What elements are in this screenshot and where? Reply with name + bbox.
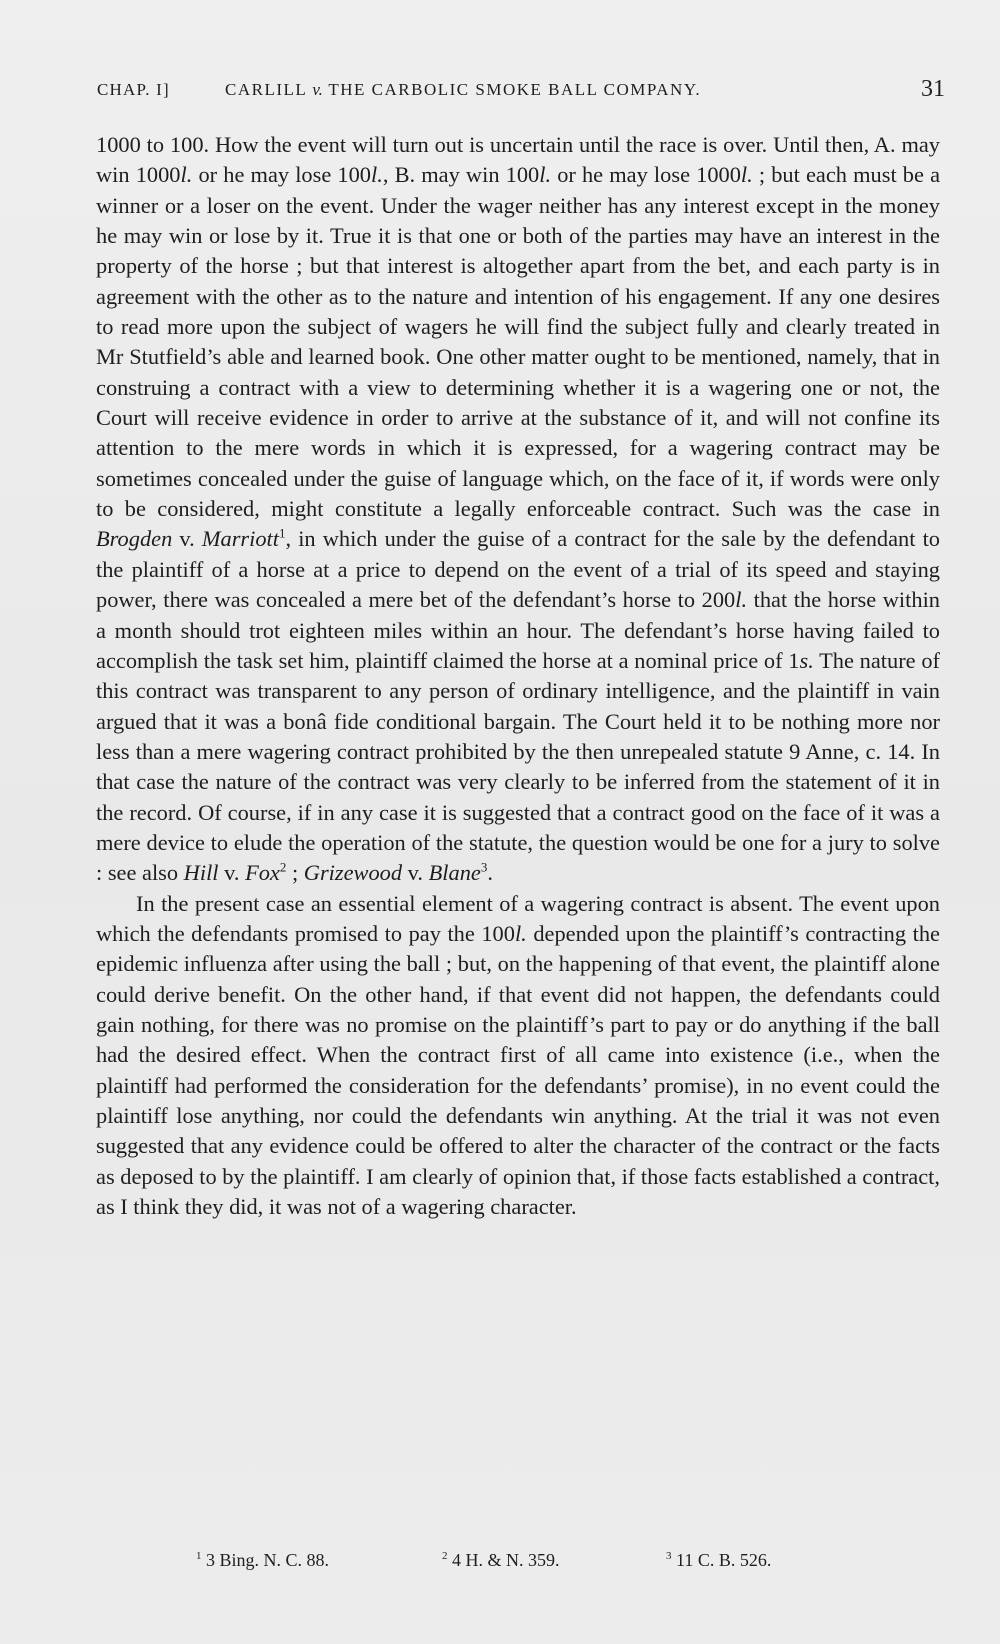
text-run: ; but each must be a winner or a loser on the event. Under the wager neither has any interest except in the money he may win or lose by it. True it is that one or both of the parties may have an interest in the property of the horse ; but that interest is altogether apart from the bet, and each party is in agreement with the other as to the nature and intention of his engagement. If any one desires to read more upon the subject of wagers he will find the subject fully and clearly treated in Mr Stutfield’s able and learned book. One other matter ought to be mentioned, namely, that in construing a contract with a view to determining whether it is a wagering one or not, the Court will receive evidence in order to arrive at the substance of it, and will not confine its attention to the mere words in which it is expressed, for a wagering contract may be sometimes concealed under the guise of language which, on the face of it, if words were only to be considered, might constitute a legally enforceable contract. Such was the case in: [96, 162, 941, 522]
footnote-text: 4 H. & N. 359.: [452, 1550, 560, 1570]
italic-run: Grizewood: [303, 860, 403, 886]
text-run: or he may lose 1000: [551, 162, 741, 188]
footnote-mark: 3: [666, 1550, 672, 1562]
text-run: .: [487, 860, 493, 886]
chapter-label: CHAP. I]: [97, 80, 170, 99]
text-run: The nature of this contract was transparent to any person of ordinary intelligence, and the plaintiff in vain argued that it was a bonâ fide conditional bargain. The Court held it to be nothing more nor less than a mere wagering contract prohibited by the then unrepealed statute 9 Anne, c. 14. In that case the nature of the contract was very clearly to be inferred from the statement of it in the record. Of course, if in any case it is suggested that a contract good on the face of it was a mere device to elude the operation of the statute, the question would be one for a jury to solve : see also: [96, 647, 940, 886]
italic-run: s.: [799, 647, 814, 673]
italic-run: Fox: [245, 860, 280, 886]
paragraph-2: [96, 889, 940, 1223]
text-run: , B. may win 100: [382, 162, 540, 188]
text-run: that the horse within a month should trot eighteen miles within an hour. The defendant’s horse having failed to accomplish the task set him, plaintiff claimed the horse at a nominal price of 1: [96, 587, 940, 673]
running-title-part: CARLILL: [225, 80, 313, 99]
running-head: [97, 76, 945, 110]
footnote-text: 11 C. B. 526.: [676, 1550, 772, 1570]
footnote-3: [666, 1550, 771, 1571]
running-title-versus: v.: [312, 80, 323, 99]
running-title-part: THE CARBOLIC SMOKE BALL COMPANY.: [322, 80, 702, 99]
text-run: ;: [286, 860, 304, 886]
text-run: or he may lose 100: [192, 162, 372, 188]
footnote-ref: 1: [279, 526, 286, 541]
footnote-text: 3 Bing. N. C. 88.: [206, 1550, 330, 1570]
footnote-mark: 2: [442, 1550, 448, 1562]
italic-run: Marriott: [201, 526, 279, 552]
italic-run: l.: [740, 162, 753, 188]
text-run: v.: [172, 526, 202, 552]
footnote-ref: 3: [480, 859, 488, 875]
footnote-mark: 1: [196, 1550, 202, 1562]
italic-run: Brogden: [96, 526, 173, 552]
footnote-ref: 2: [279, 859, 287, 875]
body-text: [96, 130, 940, 1222]
text-run: v.: [218, 860, 246, 886]
text-run: v.: [402, 860, 429, 886]
text-run: In the present case an essential element of a wagering contract is absent. The event upon which the defendants promised to pay the 100: [96, 890, 940, 946]
italic-run: l.: [735, 587, 748, 613]
paragraph-1: [96, 130, 940, 889]
italic-run: l.: [514, 920, 527, 946]
footnotes: [196, 1550, 896, 1580]
italic-run: l.: [371, 162, 383, 188]
italic-run: Blane: [428, 860, 481, 886]
footnote-2: [442, 1550, 560, 1571]
running-title: [225, 80, 701, 100]
italic-run: l.: [539, 162, 552, 188]
text-run: depended upon the plaintiff’s contracting the epidemic influenza after using the ball ; but, on the happening of that event, the plaintiff alone could derive benefit. On the other hand, if that event did not happen, the defendants could gain nothing, for there was no promise on the plaintiff’s part to pay or do anything if the ball had the desired effect. When the contract first of all came into existence (i.e., when the plaintiff had performed the consideration for the defendants’ promise), in no event could the plaintiff lose anything, nor could the defendants win anything. At the trial it was not even suggested that any evidence could be offered to alter the character of the contract or the facts as deposed to by the plaintiff. I am clearly of opinion that, if those facts established a contract, as I think they did, it was not of a wagering character.: [96, 920, 940, 1220]
page-number: 31: [921, 76, 945, 102]
italic-run: l.: [180, 162, 193, 188]
text-run: 1000 to 100. How the event will turn out is uncertain until the race is over. Until then, A. may win 1000: [96, 132, 940, 188]
italic-run: Hill: [183, 860, 219, 886]
footnote-1: [196, 1550, 329, 1571]
text-run: , in which under the guise of a contract for the sale by the defendant to the plaintiff of a horse at a price to depend on the event of a trial of its speed and staying power, there was concealed a mere bet of the defendant’s horse to 200: [96, 526, 940, 613]
